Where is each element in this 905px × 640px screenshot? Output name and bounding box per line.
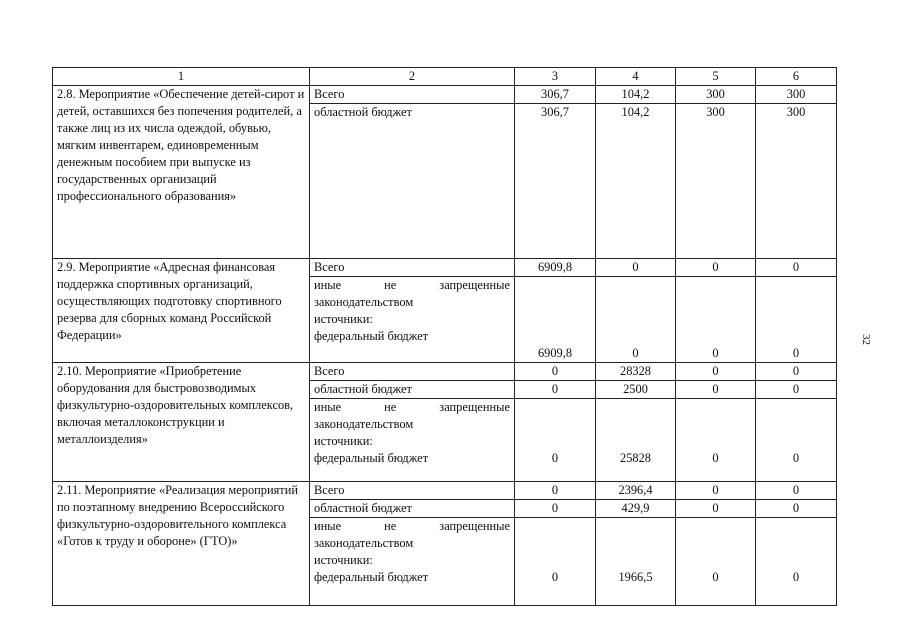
source-label: областной бюджет: [310, 104, 515, 259]
value-cell: 2396,4: [596, 482, 676, 500]
source-label: областной бюджет: [310, 500, 515, 518]
table-row: [53, 259, 837, 277]
header-cell: 2: [310, 68, 515, 86]
source-line: законодательством: [314, 417, 414, 431]
activity-title: 2.11. Мероприятие «Реализация мероприятий по поэтапному внедрению Всероссийского физкультурно-оздоровительного комплекса «Готов к труду и обороне» (ГТО)»: [53, 482, 310, 606]
value-cell: 0: [515, 363, 596, 381]
source-label: Всего: [310, 259, 515, 277]
activity-title: 2.8. Мероприятие «Обеспечение детей-сирот и детей, оставшихся без попечения родителей, а также лиц из их числа одеждой, обувью, мягким инвентарем, единовременным денежным пособием при выпуске из государственных организаций профессионального образования»: [53, 86, 310, 259]
source-line: иные не запрещенные: [314, 278, 510, 292]
value-cell: 1966,5: [596, 518, 676, 606]
source-block: [310, 277, 515, 363]
value-cell: 0: [676, 482, 756, 500]
value-cell: 0: [756, 399, 837, 482]
value-cell: 429,9: [596, 500, 676, 518]
source-block: [310, 399, 515, 482]
source-label: федеральный бюджет: [314, 570, 429, 584]
table-row: [53, 363, 837, 381]
program-table: [52, 67, 837, 606]
source-label: Всего: [310, 363, 515, 381]
value-cell: 0: [756, 518, 837, 606]
value-cell: 0: [596, 277, 676, 363]
value-cell: 0: [676, 259, 756, 277]
value-cell: 0: [676, 363, 756, 381]
value-cell: 0: [756, 277, 837, 363]
source-label: федеральный бюджет: [314, 329, 429, 343]
value-cell: 6909,8: [515, 259, 596, 277]
value-cell: 0: [676, 500, 756, 518]
value-cell: 0: [756, 500, 837, 518]
value-cell: 0: [515, 500, 596, 518]
source-line: иные не запрещенные: [314, 400, 510, 414]
value-cell: 25828: [596, 399, 676, 482]
value-cell: 2500: [596, 381, 676, 399]
header-cell: 1: [53, 68, 310, 86]
value-cell: 0: [515, 482, 596, 500]
header-cell: 5: [676, 68, 756, 86]
source-line: законодательством: [314, 536, 414, 550]
value-cell: 0: [676, 518, 756, 606]
table-row: [53, 482, 837, 500]
value-cell: 6909,8: [515, 277, 596, 363]
value-cell: 0: [515, 381, 596, 399]
header-cell: 6: [756, 68, 837, 86]
value-cell: 0: [676, 277, 756, 363]
value-cell: 0: [756, 381, 837, 399]
source-line: источники:: [314, 312, 373, 326]
value-cell: 0: [756, 363, 837, 381]
value-cell: 28328: [596, 363, 676, 381]
value-cell: 0: [515, 399, 596, 482]
source-label: федеральный бюджет: [314, 451, 429, 465]
value-cell: 300: [676, 104, 756, 259]
value-cell: 0: [596, 259, 676, 277]
source-block: [310, 518, 515, 606]
header-cell: 3: [515, 68, 596, 86]
source-label: Всего: [310, 482, 515, 500]
value-cell: 104,2: [596, 104, 676, 259]
value-cell: 300: [676, 86, 756, 104]
value-cell: 0: [756, 259, 837, 277]
source-line: законодательством: [314, 295, 414, 309]
source-line: источники:: [314, 553, 373, 567]
value-cell: 300: [756, 104, 837, 259]
header-row: [53, 68, 837, 86]
table-row: [53, 86, 837, 104]
value-cell: 104,2: [596, 86, 676, 104]
source-label: Всего: [310, 86, 515, 104]
activity-title: 2.10. Мероприятие «Приобретение оборудования для быстровозводимых физкультурно-оздоровительных комплексов, включая металлоконструкции и металлоизделия»: [53, 363, 310, 482]
value-cell: 0: [756, 482, 837, 500]
value-cell: 0: [515, 518, 596, 606]
source-line: источники:: [314, 434, 373, 448]
header-cell: 4: [596, 68, 676, 86]
value-cell: 300: [756, 86, 837, 104]
source-line: иные не запрещенные: [314, 519, 510, 533]
activity-title: 2.9. Мероприятие «Адресная финансовая поддержка спортивных организаций, осуществляющих подготовку спортивного резерва для сборных команд Российской Федерации»: [53, 259, 310, 363]
page-number: 32: [860, 334, 872, 345]
source-label: областной бюджет: [310, 381, 515, 399]
value-cell: 0: [676, 399, 756, 482]
value-cell: 306,7: [515, 104, 596, 259]
value-cell: 306,7: [515, 86, 596, 104]
value-cell: 0: [676, 381, 756, 399]
